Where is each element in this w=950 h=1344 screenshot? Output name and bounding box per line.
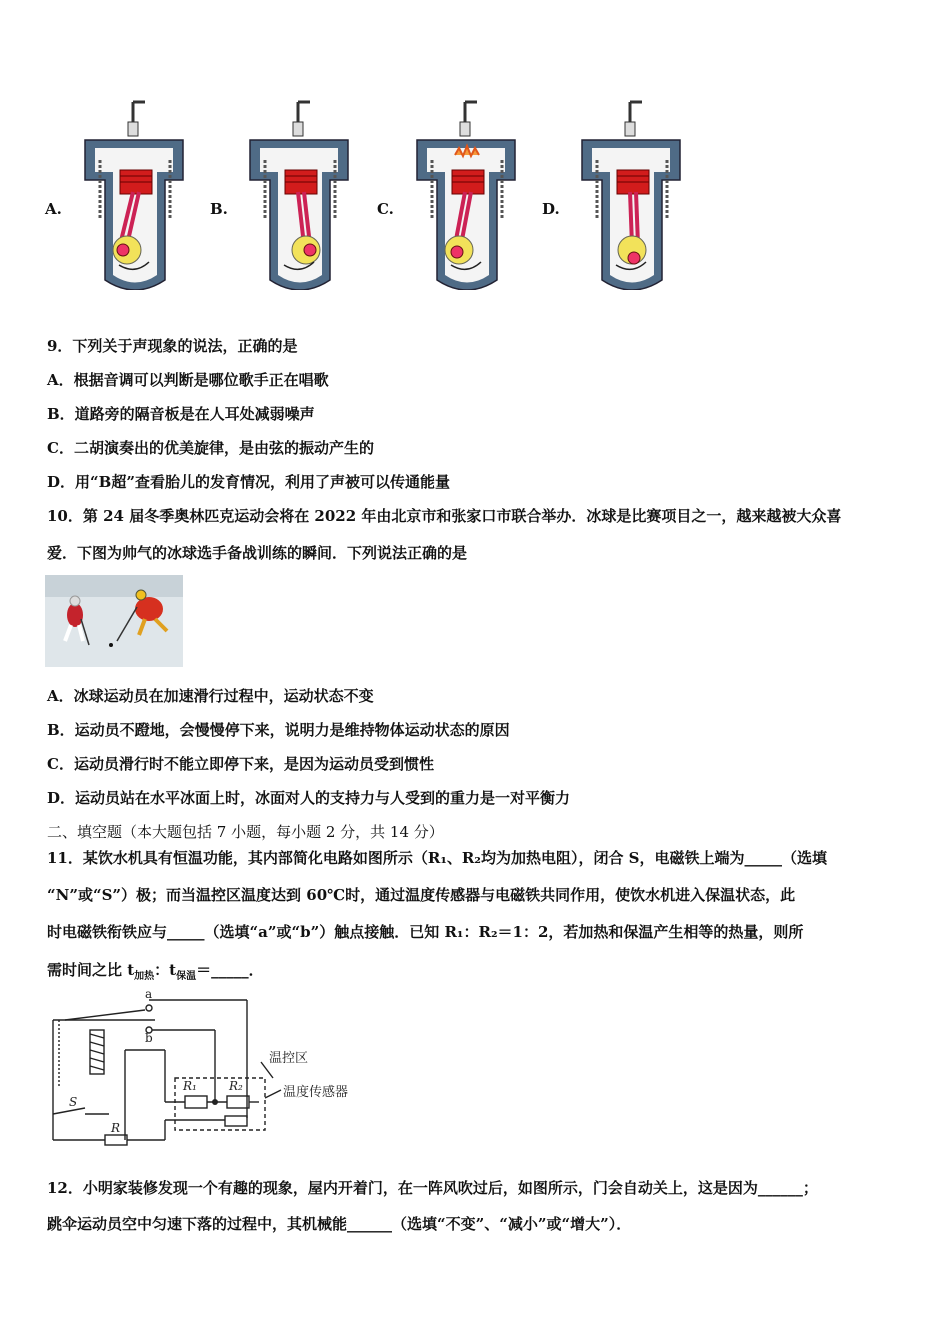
q11-sub-heat: 加热: [134, 971, 155, 982]
engine-option-c[interactable]: [377, 100, 537, 300]
section2-title: 二、填空题（本大题包括 7 小题，每小题 2 分，共 14 分）: [47, 823, 444, 841]
q11-line2: “N”或“S”）极；而当温控区温度达到 60℃时，通过温度传感器与电磁铁共同作用，使饮水机进入保温状态，此: [47, 886, 796, 904]
engine-diagram-a: [75, 100, 195, 290]
q12-line2: 跳伞运动员空中匀速下落的过程中，其机械能______（选填“不变”、“减小”或“增大”）．: [47, 1215, 632, 1233]
option-label: C.: [377, 200, 394, 218]
q11-sub-keep: 保温: [176, 971, 197, 982]
label-r: R: [111, 1121, 121, 1135]
q12-line1: 12．小明家装修发现一个有趣的现象，屋内开着门，在一阵风吹过后，如图所示，门会自动关上，这是因为______；: [47, 1179, 818, 1197]
q11-line4-suffix: ＝_____．: [196, 961, 264, 979]
q11-line4-mid: ：t: [154, 961, 177, 979]
q9-option-d[interactable]: D．用“B超”查看胎儿的发育情况，利用了声被可以传通能量: [47, 473, 450, 491]
q10-option-d[interactable]: D．运动员站在水平冰面上时，冰面对人的支持力与人受到的重力是一对平衡力: [47, 789, 571, 807]
q11-line4: [47, 960, 264, 987]
q10-stem-line2: 爱．下图为帅气的冰球选手备战训练的瞬间．下列说法正确的是: [47, 544, 468, 562]
option-label: D.: [542, 200, 560, 218]
q9-option-c[interactable]: C．二胡演奏出的优美旋律，是由弦的振动产生的: [47, 439, 374, 457]
q10-option-a[interactable]: A．冰球运动员在加速滑行过程中，运动状态不变: [47, 687, 374, 705]
label-b: b: [145, 1031, 153, 1045]
label-zone: 温控区: [269, 1051, 309, 1066]
label-a: a: [145, 990, 153, 1001]
q10-stem-line1: 10．第 24 届冬季奥林匹克运动会将在 2022 年由北京市和张家口市联合举办．冰球是比赛项目之一，越来越被大众喜: [47, 507, 842, 525]
label-r2: R₂: [229, 1079, 243, 1093]
q11-line3: 时电磁铁衔铁应与_____（选填“a”或“b”）触点接触．已知 R₁：R₂＝1：2，若加热和保温产生相等的热量，则所: [47, 923, 804, 941]
engine-option-a[interactable]: [45, 100, 205, 300]
circuit-diagram: [45, 990, 375, 1158]
label-sensor: 温度传感器: [283, 1085, 349, 1100]
q10-option-b[interactable]: B．运动员不蹬地，会慢慢停下来，说明力是维持物体运动状态的原因: [47, 721, 510, 739]
q10-option-c[interactable]: C．运动员滑行时不能立即停下来，是因为运动员受到惯性: [47, 755, 434, 773]
label-r1: R₁: [183, 1079, 197, 1093]
q11-line4-prefix: 需时间之比 t: [47, 961, 135, 979]
ice-hockey-photo: [45, 575, 183, 667]
engine-diagram-d: [572, 100, 692, 290]
label-s: S: [69, 1095, 78, 1109]
option-label: A.: [45, 200, 62, 218]
q11-line1: 11．某饮水机具有恒温功能，其内部简化电路如图所示（R₁、R₂均为加热电阻），闭合 S，电磁铁上端为_____（选填: [47, 849, 828, 867]
engine-option-d[interactable]: [542, 100, 702, 300]
engine-diagram-b: [240, 100, 360, 290]
q9-option-a[interactable]: A．根据音调可以判断是哪位歌手正在唱歌: [47, 371, 329, 389]
engine-option-b[interactable]: [210, 100, 370, 300]
q9-option-b[interactable]: B．道路旁的隔音板是在人耳处减弱噪声: [47, 405, 315, 423]
q9-stem: 9．下列关于声现象的说法，正确的是: [47, 337, 298, 355]
engine-options-row: [45, 100, 725, 300]
option-label: B.: [210, 200, 228, 218]
engine-diagram-c: [407, 100, 527, 290]
